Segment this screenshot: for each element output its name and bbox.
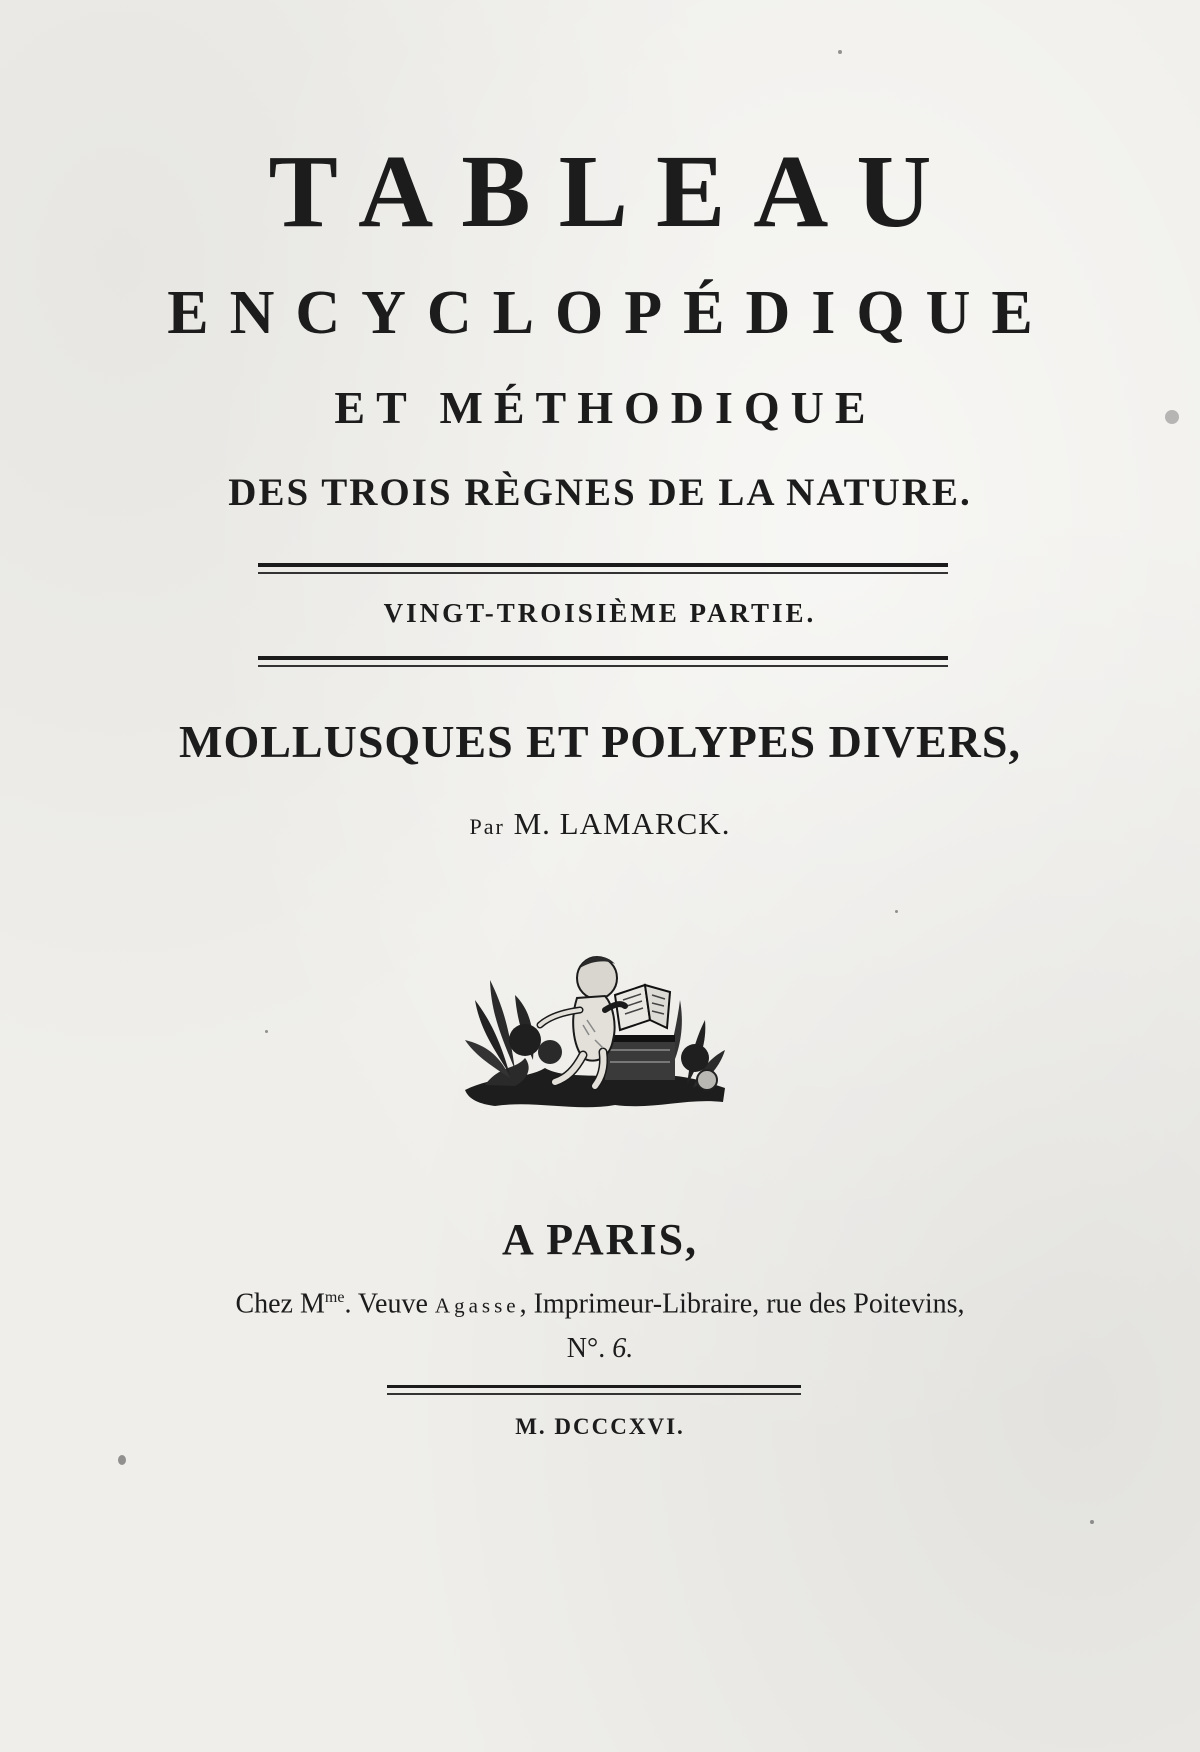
imprint-address: , Imprimeur-Libraire, rue des Poitevins,	[519, 1288, 965, 1320]
title-line-3: ET MÉTHODIQUE	[334, 382, 877, 433]
imprint-chez: Chez M	[235, 1288, 325, 1320]
double-rule-bottom-thin	[258, 665, 948, 667]
title-line-2: ENCYCLOPÉDIQUE	[167, 279, 1054, 347]
title-line-4: DES TROIS RÈGNES DE LA NATURE.	[228, 471, 972, 514]
date-rule-thin	[387, 1393, 801, 1395]
paper-speck	[265, 1030, 268, 1033]
paper-speck	[118, 1455, 126, 1465]
date-rule-thick	[387, 1385, 801, 1388]
paper-speck	[895, 910, 898, 913]
imprint-veuve: . Veuve	[344, 1288, 428, 1320]
publication-date: M. DCCCXVI.	[515, 1414, 685, 1439]
author-line	[0, 808, 1200, 839]
double-rule-bottom-thick	[258, 656, 948, 660]
imprint-line	[0, 1290, 1200, 1318]
subject-title: MOLLUSQUES ET POLYPES DIVERS,	[179, 716, 1021, 767]
paper-speck	[838, 50, 842, 54]
imprint-number-label: N°.	[566, 1333, 606, 1364]
place: A PARIS,	[501, 1215, 699, 1264]
author-name: M. LAMARCK.	[513, 806, 731, 841]
author-prefix: Par	[469, 814, 505, 839]
imprint-superscript: me	[324, 1289, 345, 1306]
paper-speck	[1090, 1520, 1094, 1524]
double-rule-top-thin	[258, 572, 948, 574]
imprint-publisher: Agasse	[434, 1293, 520, 1318]
cherub-reading-book-icon	[455, 940, 735, 1115]
imprint-number: 6.	[612, 1333, 634, 1364]
part-number: VINGT-TROISIÈME PARTIE.	[383, 598, 817, 628]
double-rule-top-thick	[258, 563, 948, 567]
imprint-number-line	[0, 1335, 1200, 1363]
title-line-1: TABLEAU	[268, 134, 960, 249]
